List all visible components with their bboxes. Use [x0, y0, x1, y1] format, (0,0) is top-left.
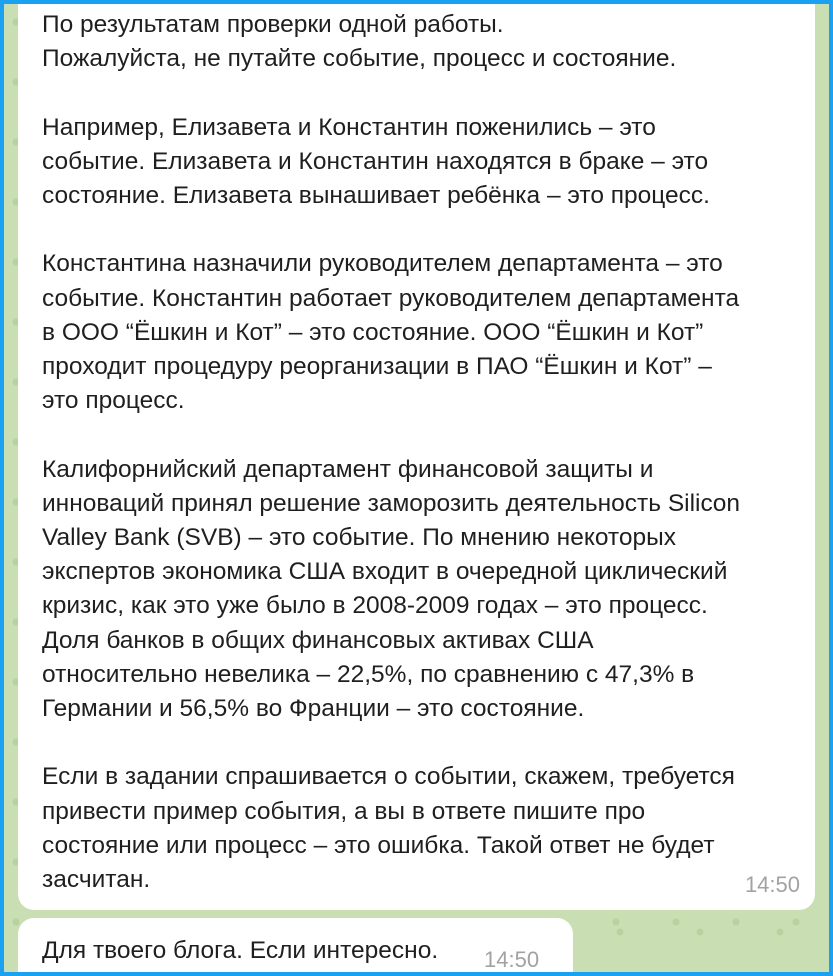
message-bubble[interactable]	[18, 918, 573, 976]
message-paragraph: По результатам проверки одной работы. Пожалуйста, не путайте событие, процесс и состояние.	[42, 11, 677, 73]
message-paragraph: Например, Елизавета и Константин поженились – это событие. Елизавета и Константин находятся в браке – это состояние. Елизавета вынашивает ребёнка – это процесс.	[42, 113, 710, 209]
message-paragraph: Константина назначили руководителем департамента – это событие. Константин работает руководителем департамента в ООО “Ёшкин и Кот” – это состояние. ООО “Ёшкин и Кот” проходит процедуру реорганизации в ПАО “Ёшкин и Кот” – это процесс.	[42, 250, 740, 415]
message-paragraph: Если в задании спрашивается о событии, скажем, требуется привести пример события, а вы в ответе пишите про состояние или процесс – это ошибка. Такой ответ не будет засчитан.	[42, 763, 735, 894]
message-timestamp: 14:50	[484, 947, 540, 972]
message-bubble[interactable]	[18, 0, 815, 910]
message-text	[42, 8, 802, 897]
message-timestamp: 14:50	[744, 872, 800, 897]
message-paragraph: Калифорнийский департамент финансовой защиты и инноваций принял решение заморозить деятельность Silicon Valley Bank (SVB) – это событие. По мнению некоторых экспертов экономика США входит в очередной циклический кризис, как это уже было в 2008-2009 годах – это процесс. Доля банков в общих финансовых активах США относительно невелика – 22,5%, по сравнению с 47,3% в Германии и 56,5% во Франции – это состояние.	[42, 455, 740, 723]
message-text: Для твоего блога. Если интересно.	[42, 937, 439, 964]
